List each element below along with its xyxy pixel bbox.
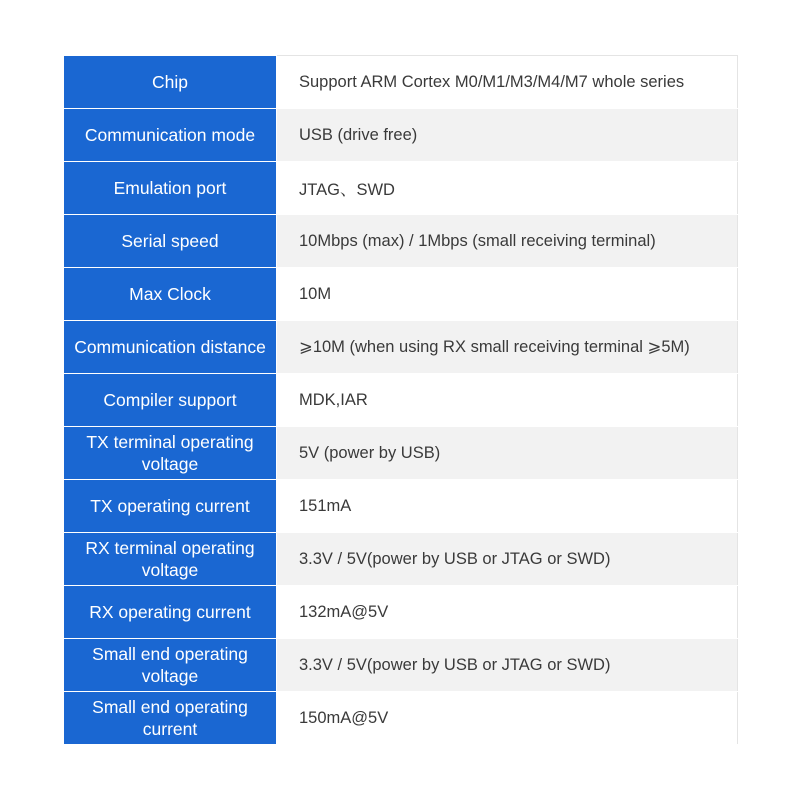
spec-label: Communication mode <box>64 109 277 162</box>
table-row <box>64 427 738 480</box>
table-row <box>64 533 738 586</box>
spec-label: Communication distance <box>64 321 277 374</box>
spec-label: Compiler support <box>64 374 277 427</box>
spec-value: JTAG、SWD <box>277 162 738 215</box>
spec-value: ⩾10M (when using RX small receiving terminal ⩾5M) <box>277 321 738 374</box>
spec-value: 3.3V / 5V(power by USB or JTAG or SWD) <box>277 639 738 692</box>
table-row <box>64 321 738 374</box>
spec-value: 151mA <box>277 480 738 533</box>
spec-table <box>64 55 738 744</box>
spec-label: TX operating current <box>64 480 277 533</box>
spec-label: RX terminal operating voltage <box>64 533 277 586</box>
spec-label: TX terminal operating voltage <box>64 427 277 480</box>
table-row <box>64 268 738 321</box>
table-row <box>64 109 738 162</box>
spec-label: Small end operating voltage <box>64 639 277 692</box>
table-row <box>64 586 738 639</box>
table-row <box>64 215 738 268</box>
spec-label: Small end operating current <box>64 692 277 745</box>
spec-label: Emulation port <box>64 162 277 215</box>
spec-label: Max Clock <box>64 268 277 321</box>
spec-value: 150mA@5V <box>277 692 738 745</box>
spec-value: MDK,IAR <box>277 374 738 427</box>
spec-label: Chip <box>64 56 277 109</box>
spec-value: 5V (power by USB) <box>277 427 738 480</box>
spec-value: 132mA@5V <box>277 586 738 639</box>
table-row <box>64 692 738 745</box>
table-row <box>64 162 738 215</box>
spec-label: RX operating current <box>64 586 277 639</box>
spec-value: 10M <box>277 268 738 321</box>
spec-value: 10Mbps (max) / 1Mbps (small receiving terminal) <box>277 215 738 268</box>
spec-label: Serial speed <box>64 215 277 268</box>
spec-value: USB (drive free) <box>277 109 738 162</box>
table-row <box>64 480 738 533</box>
spec-value: 3.3V / 5V(power by USB or JTAG or SWD) <box>277 533 738 586</box>
spec-value: Support ARM Cortex M0/M1/M3/M4/M7 whole series <box>277 56 738 109</box>
table-row <box>64 374 738 427</box>
table-row <box>64 639 738 692</box>
table-row <box>64 56 738 109</box>
